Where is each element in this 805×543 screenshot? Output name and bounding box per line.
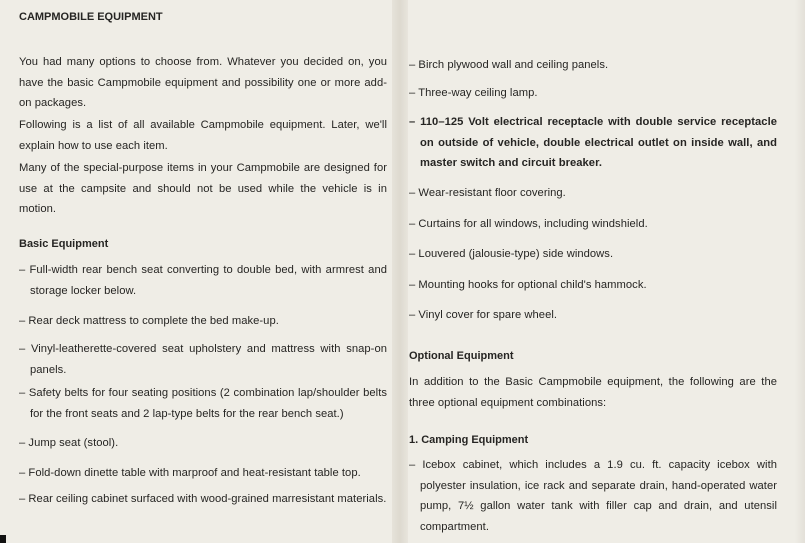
list-item: – Icebox cabinet, which includes a 1.9 cu. ft. capacity icebox with polyester insulation, ice rack and separate drain, hand-operated water pump, 7½ gallon water tank with filler cap and drain, and utensil compartment. <box>409 459 777 533</box>
page-edge-shadow <box>795 0 805 543</box>
list-item: – Rear deck mattress to complete the bed make-up. <box>19 315 279 327</box>
list-item: – Mounting hooks for optional child's hammock. <box>409 279 647 291</box>
list-item: – Birch plywood wall and ceiling panels. <box>409 59 609 71</box>
list-item: – Vinyl-leatherette-covered seat upholstery and mattress with snap-on panels. <box>19 343 387 376</box>
list-item: – Curtains for all windows, including windshield. <box>409 218 648 230</box>
list-item: – Full-width rear bench seat converting to double bed, with armrest and storage locker below. <box>19 264 387 297</box>
intro-paragraph: You had many options to choose from. Whatever you decided on, you have the basic Campmobile equipment and possibility one or more add-on packages. <box>19 56 387 109</box>
list-item: – Safety belts for four seating positions (2 combination lap/shoulder belts for the front seats and 2 lap-type belts for the rear bench seat.) <box>19 387 387 420</box>
list-item: – Wear-resistant floor covering. <box>409 187 566 199</box>
optional-equipment-heading: Optional Equipment <box>409 350 514 362</box>
page-title: CAMPMOBILE EQUIPMENT <box>19 11 163 23</box>
optional-intro-paragraph: In addition to the Basic Campmobile equipment, the following are the three optional equipment combinations: <box>409 376 777 409</box>
list-item: – Jump seat (stool). <box>19 437 119 449</box>
corner-mark <box>0 535 6 543</box>
usage-note-paragraph: Many of the special-purpose items in your Campmobile are designed for use at the campsite and should not be used while the vehicle is in motion. <box>19 162 387 215</box>
page-gutter <box>392 0 408 543</box>
list-item: – Rear ceiling cabinet surfaced with wood-grained marresistant materials. <box>19 493 387 505</box>
camping-equipment-heading: 1. Camping Equipment <box>409 434 529 446</box>
list-intro-paragraph: Following is a list of all available Campmobile equipment. Later, we'll explain how to use each item. <box>19 119 387 152</box>
list-item: – Fold-down dinette table with marproof and heat-resistant table top. <box>19 467 361 479</box>
list-item: – Three-way ceiling lamp. <box>409 87 538 99</box>
list-item: – 110–125 Volt electrical receptacle with double service receptacle on outside of vehicle, double electrical outlet on inside wall, and master switch and circuit breaker. <box>409 116 777 169</box>
basic-equipment-heading: Basic Equipment <box>19 238 109 250</box>
list-item: – Vinyl cover for spare wheel. <box>409 309 558 321</box>
list-item: – Louvered (jalousie-type) side windows. <box>409 248 614 260</box>
